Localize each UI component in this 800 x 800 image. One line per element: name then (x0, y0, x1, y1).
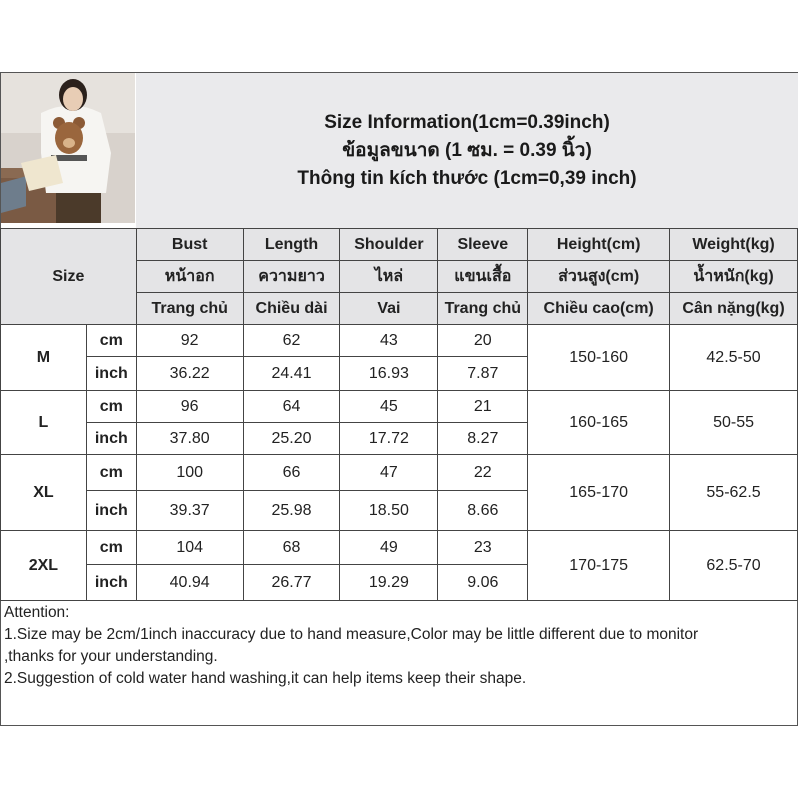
value-cell: 39.37 (136, 491, 243, 531)
title-vietnamese: Thông tin kích thước (1cm=0,39 inch) (297, 167, 637, 189)
header-length-vi: Chiều dài (243, 293, 340, 325)
header-shoulder-th: ไหล่ (340, 261, 438, 293)
size-table (0, 228, 798, 601)
header-sleeve-en: Sleeve (438, 229, 528, 261)
value-cell: 104 (136, 531, 243, 565)
value-cell: 20 (438, 325, 528, 357)
height-cell: 160-165 (528, 391, 670, 455)
unit-inch: inch (86, 491, 136, 531)
value-cell: 96 (136, 391, 243, 423)
value-cell: 40.94 (136, 565, 243, 601)
size-cell: L (1, 391, 87, 455)
header-weight-vi: Cân nặng(kg) (670, 293, 798, 325)
height-cell: 150-160 (528, 325, 670, 391)
header-weight-en: Weight(kg) (670, 229, 798, 261)
header-sleeve-vi: Trang chủ (438, 293, 528, 325)
size-cell: M (1, 325, 87, 391)
value-cell: 9.06 (438, 565, 528, 601)
unit-cm: cm (86, 531, 136, 565)
value-cell: 21 (438, 391, 528, 423)
value-cell: 18.50 (340, 491, 438, 531)
header-height-vi: Chiều cao(cm) (528, 293, 670, 325)
value-cell: 22 (438, 455, 528, 491)
value-cell: 100 (136, 455, 243, 491)
value-cell: 37.80 (136, 423, 243, 455)
value-cell: 24.41 (243, 357, 340, 391)
value-cell: 68 (243, 531, 340, 565)
unit-inch: inch (86, 423, 136, 455)
height-cell: 170-175 (528, 531, 670, 601)
header-height-th: ส่วนสูง(cm) (528, 261, 670, 293)
height-cell: 165-170 (528, 455, 670, 531)
size-cell: 2XL (1, 531, 87, 601)
unit-cm: cm (86, 391, 136, 423)
unit-cm: cm (86, 455, 136, 491)
size-cell: XL (1, 455, 87, 531)
header-height-en: Height(cm) (528, 229, 670, 261)
header-bust-th: หน้าอก (136, 261, 243, 293)
value-cell: 92 (136, 325, 243, 357)
note-line-1: 1.Size may be 2cm/1inch inaccuracy due to hand measure,Color may be little different due to monitor (4, 626, 699, 643)
product-photo (1, 73, 135, 223)
weight-cell: 42.5-50 (670, 325, 798, 391)
value-cell: 17.72 (340, 423, 438, 455)
weight-cell: 55-62.5 (670, 455, 798, 531)
attention-notes (4, 602, 794, 690)
header-bust-vi: Trang chủ (136, 293, 243, 325)
weight-cell: 62.5-70 (670, 531, 798, 601)
unit-cm: cm (86, 325, 136, 357)
value-cell: 8.27 (438, 423, 528, 455)
value-cell: 66 (243, 455, 340, 491)
unit-inch: inch (86, 565, 136, 601)
title-english: Size Information(1cm=0.39inch) (324, 111, 610, 133)
header-bust-en: Bust (136, 229, 243, 261)
unit-inch: inch (86, 357, 136, 391)
weight-cell: 50-55 (670, 391, 798, 455)
value-cell: 26.77 (243, 565, 340, 601)
header-shoulder-en: Shoulder (340, 229, 438, 261)
value-cell: 25.98 (243, 491, 340, 531)
title-panel (136, 73, 798, 228)
header-length-en: Length (243, 229, 340, 261)
value-cell: 23 (438, 531, 528, 565)
header-sleeve-th: แขนเสื้อ (438, 261, 528, 293)
value-cell: 45 (340, 391, 438, 423)
header-weight-th: น้ำหนัก(kg) (670, 261, 798, 293)
note-line-1-continued: ,thanks for your understanding. (4, 648, 218, 665)
value-cell: 64 (243, 391, 340, 423)
size-column-header: Size (1, 229, 137, 325)
header-shoulder-vi: Vai (340, 293, 438, 325)
notes-heading: Attention: (4, 604, 70, 621)
title-thai: ข้อมูลขนาด (1 ซม. = 0.39 นิ้ว) (342, 139, 592, 161)
value-cell: 62 (243, 325, 340, 357)
header-length-th: ความยาว (243, 261, 340, 293)
value-cell: 19.29 (340, 565, 438, 601)
value-cell: 36.22 (136, 357, 243, 391)
value-cell: 49 (340, 531, 438, 565)
note-line-2: 2.Suggestion of cold water hand washing,it can help items keep their shape. (4, 670, 527, 687)
value-cell: 25.20 (243, 423, 340, 455)
value-cell: 47 (340, 455, 438, 491)
value-cell: 8.66 (438, 491, 528, 531)
value-cell: 7.87 (438, 357, 528, 391)
value-cell: 43 (340, 325, 438, 357)
value-cell: 16.93 (340, 357, 438, 391)
